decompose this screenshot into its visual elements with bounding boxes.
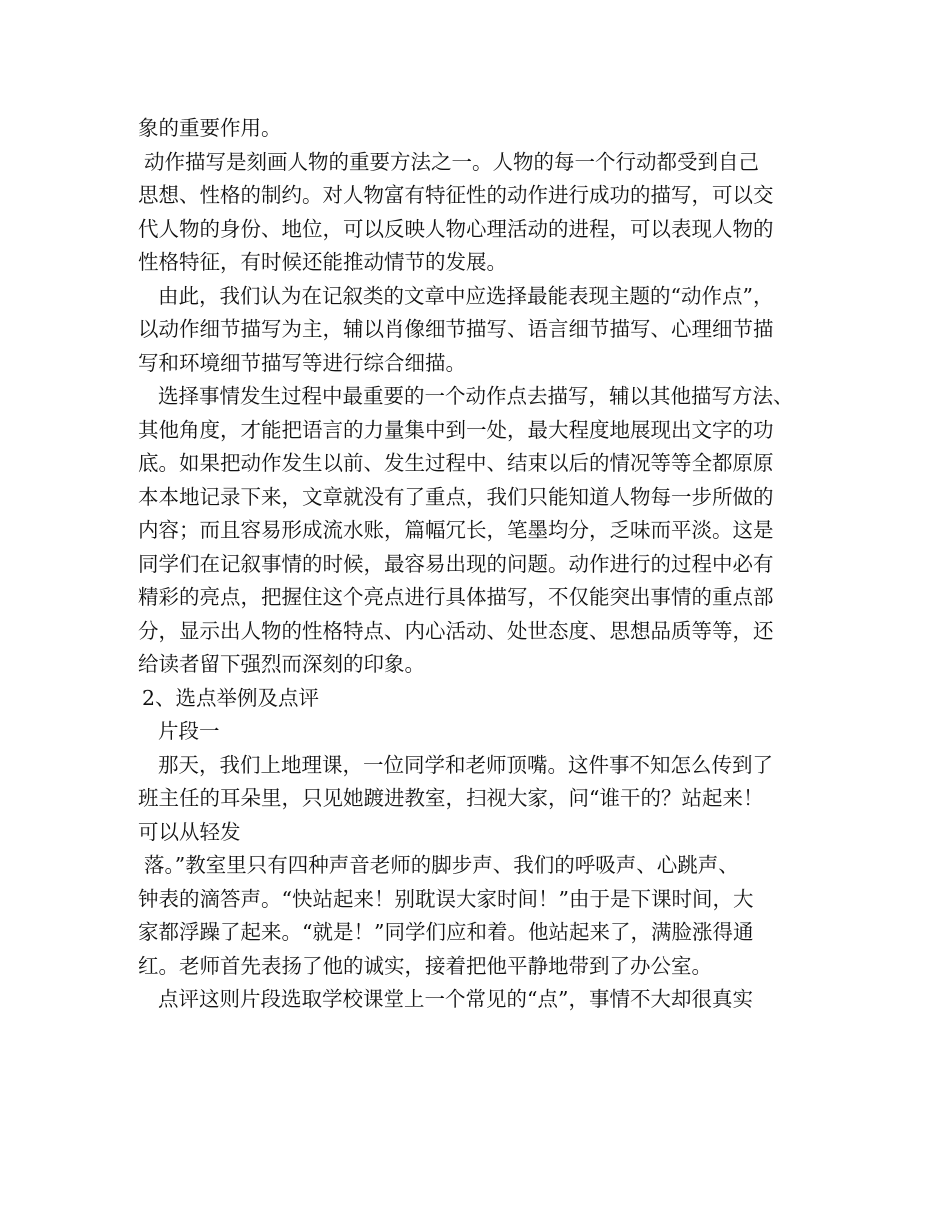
text-line: 内容；而且容易形成流水账，篇幅冗长，笔墨均分，乏味而平淡。这是	[138, 518, 774, 542]
section-heading: 2、选点举例及点评	[142, 685, 320, 710]
document-body	[138, 112, 828, 1017]
text-line: 班主任的耳朵里，只见她踱进教室，扫视大家，问“谁干的？站起来！	[138, 786, 764, 810]
text-line: 可以从轻发	[138, 819, 241, 844]
text-line: 选择事情发生过程中最重要的一个动作点去描写，辅以其他描写方法、	[158, 384, 794, 408]
text-line: 由此，我们认为在记叙类的文章中应选择最能表现主题的“动作点”，	[158, 283, 774, 308]
text-line: 给读者留下强烈而深刻的印象。	[138, 652, 425, 676]
text-line: 分，显示出人物的性格特点、内心活动、处世态度、思想品质等等，还	[138, 618, 774, 643]
text-line: 性格特征，有时候还能推动情节的发展。	[138, 250, 507, 274]
text-line: 红。老师首先表扬了他的诚实，接着把他平静地带到了办公室。	[138, 953, 712, 978]
text-line: 动作描写是刻画人物的重要方法之一。人物的每一个行动都受到自己	[144, 149, 759, 174]
text-line: 代人物的身份、地位，可以反映人物心理活动的进程，可以表现人物的	[138, 216, 774, 241]
text-line: 以动作细节描写为主，辅以肖像细节描写、语言细节描写、心理细节描	[138, 317, 774, 341]
text-line: 那天，我们上地理课，一位同学和老师顶嘴。这件事不知怎么传到了	[158, 752, 773, 777]
text-line: 思想、性格的制约。对人物富有特征性的动作进行成功的描写，可以交	[138, 183, 774, 207]
text-line: 其他角度，才能把语言的力量集中到一处，最大程度地展现出文字的功	[138, 417, 774, 442]
text-line: 本本地记录下来，文章就没有了重点，我们只能知道人物每一步所做的	[138, 484, 774, 509]
text-line: 钟表的滴答声。“快站起来！别耽误大家时间！”由于是下课时间，大	[138, 886, 754, 911]
text-line: 家都浮躁了起来。“就是！”同学们应和着。他站起来了，满脸涨得通	[138, 920, 754, 944]
text-line: 写和环境细节描写等进行综合细描。	[138, 350, 466, 375]
text-line: 落。”教室里只有四种声音老师的脚步声、我们的呼吸声、心跳声、	[144, 853, 739, 877]
text-line: 精彩的亮点，把握住这个亮点进行具体描写，不仅能突出事情的重点部	[138, 585, 774, 609]
text-line: 同学们在记叙事情的时候，最容易出现的问题。动作进行的过程中必有	[138, 551, 774, 576]
fragment-heading: 片段一	[158, 719, 220, 743]
text-line: 底。如果把动作发生以前、发生过程中、结束以后的情况等等全都原原	[138, 451, 774, 475]
text-line: 象的重要作用。	[138, 116, 282, 140]
text-line: 点评这则片段选取学校课堂上一个常见的“点”，事情不大却很真实	[158, 987, 753, 1011]
